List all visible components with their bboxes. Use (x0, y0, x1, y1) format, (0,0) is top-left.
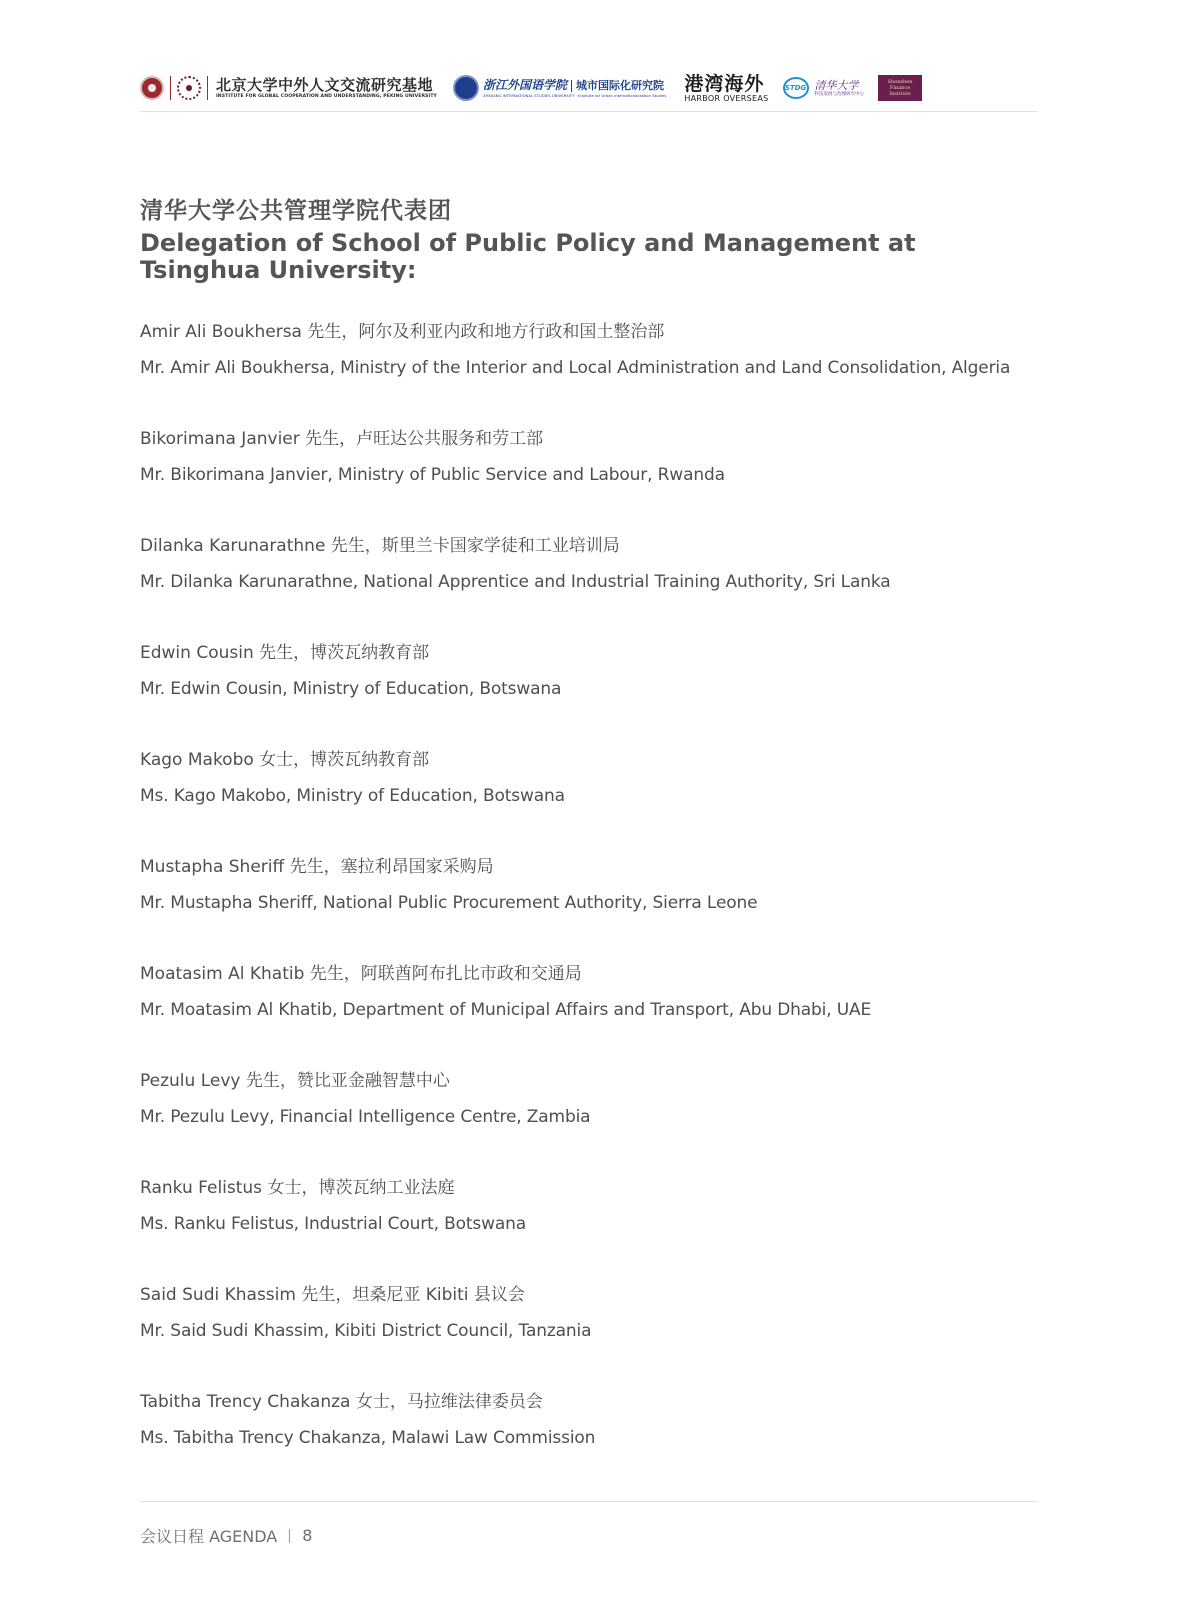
harbor-name-en: HARBOR OVERSEAS (684, 93, 769, 103)
delegate-name-en: Mr. Edwin Cousin, Ministry of Education, Botswana (140, 679, 562, 699)
list-item (140, 534, 1040, 641)
delegate-name-cn: Said Sudi Khassim 先生，坦桑尼亚 Kibiti 县议会 (140, 1285, 525, 1305)
footer-separator (289, 1529, 290, 1543)
footer-divider (140, 1501, 1038, 1502)
harbor-overseas-logo (684, 74, 768, 103)
delegate-name-cn: Tabitha Trency Chakanza 女士，马拉维法律委员会 (140, 1392, 543, 1412)
delegate-name-cn: Edwin Cousin 先生，博茨瓦纳教育部 (140, 643, 430, 663)
zisu-name-en: ZHEJIANG INTERNATIONAL STUDIES UNIVERSITY · Institute for Urban Internationalization Studies (482, 93, 667, 98)
page-footer (140, 1524, 312, 1547)
delegate-name-cn: Bikorimana Janvier 先生，卢旺达公共服务和劳工部 (140, 429, 544, 449)
delegation-title-cn: 清华大学公共管理学院代表团 (140, 198, 452, 224)
list-item (140, 1390, 1040, 1497)
delegate-name-cn: Kago Makobo 女士，博茨瓦纳教育部 (140, 750, 430, 770)
delegate-name-en: Mr. Dilanka Karunarathne, National Apprentice and Industrial Training Authority, Sri Lanka (140, 572, 891, 592)
delegate-name-cn: Amir Ali Boukhersa 先生，阿尔及利亚内政和地方行政和国土整治部 (140, 322, 665, 342)
delegate-name-en: Mr. Mustapha Sheriff, National Public Procurement Authority, Sierra Leone (140, 893, 758, 913)
logo-divider (571, 80, 572, 92)
delegate-name-cn: Ranku Felistus 女士，博茨瓦纳工业法庭 (140, 1178, 455, 1198)
list-item (140, 641, 1040, 748)
pku-name-cn: 北京大学中外人文交流研究基地 (216, 75, 434, 94)
logo-divider (207, 76, 208, 100)
list-item (140, 1069, 1040, 1176)
footer-label: 会议日程 AGENDA (140, 1527, 278, 1546)
list-item (140, 1283, 1040, 1390)
header-divider (140, 111, 1038, 112)
sfi-logo (878, 75, 922, 101)
list-item (140, 320, 1040, 427)
zisu-institute-cn: 城市国际化研究院 (576, 79, 664, 92)
delegate-name-cn: Pezulu Levy 先生，赞比亚金融智慧中心 (140, 1071, 450, 1091)
list-item (140, 962, 1040, 1069)
delegate-name-cn: Moatasim Al Khatib 先生，阿联酋阿布扎比市政和交通局 (140, 964, 582, 984)
header-logos (140, 66, 1038, 110)
delegate-name-cn: Mustapha Sheriff 先生，塞拉利昂国家采购局 (140, 857, 494, 877)
list-item (140, 427, 1040, 534)
delegate-name-cn: Dilanka Karunarathne 先生，斯里兰卡国家学徒和工业培训局 (140, 536, 620, 556)
delegate-name-en: Mr. Bikorimana Janvier, Ministry of Public Service and Labour, Rwanda (140, 465, 725, 485)
zisu-logo (437, 75, 666, 101)
pku-institute-emblem-icon (177, 76, 201, 100)
delegation-title-en: Delegation of School of Public Policy and Management at Tsinghua University: (140, 229, 916, 284)
pku-name-en: INSTITUTE FOR GLOBAL COOPERATION AND UNDERSTANDING, PEKING UNIVERSITY (216, 93, 437, 99)
list-item (140, 748, 1040, 855)
page-number: 8 (302, 1526, 313, 1545)
delegate-name-en: Mr. Amir Ali Boukhersa, Ministry of the Interior and Local Administration and Land Consolidation, Algeria (140, 358, 1011, 378)
stdg-logo-icon (783, 77, 809, 99)
pku-logo (140, 76, 437, 100)
logo-divider (170, 76, 171, 100)
zisu-name-cn: 浙江外国语学院 (482, 78, 567, 92)
list-item (140, 1176, 1040, 1283)
delegate-list (140, 320, 1040, 1497)
pku-seal-icon (140, 76, 164, 100)
sfi-name: Shenzhen Finance Institute (887, 79, 913, 97)
delegate-name-en: Ms. Ranku Felistus, Industrial Court, Botswana (140, 1214, 527, 1234)
delegate-name-en: Mr. Said Sudi Khassim, Kibiti District Council, Tanzania (140, 1321, 592, 1341)
tsinghua-name-cn: 清华大学 (814, 78, 859, 92)
tsinghua-logo (815, 79, 865, 98)
delegate-name-en: Ms. Tabitha Trency Chakanza, Malawi Law Commission (140, 1428, 596, 1448)
tsinghua-center-cn: 科技发展与治理研究中心 (814, 91, 865, 97)
stdg-label: STDG (784, 84, 807, 92)
list-item (140, 855, 1040, 962)
delegate-name-en: Mr. Moatasim Al Khatib, Department of Municipal Affairs and Transport, Abu Dhabi, UAE (140, 1000, 872, 1020)
delegate-name-en: Mr. Pezulu Levy, Financial Intelligence Centre, Zambia (140, 1107, 591, 1127)
harbor-name-cn: 港湾海外 (684, 72, 765, 95)
zisu-emblem-icon (453, 75, 479, 101)
delegate-name-en: Ms. Kago Makobo, Ministry of Education, Botswana (140, 786, 565, 806)
